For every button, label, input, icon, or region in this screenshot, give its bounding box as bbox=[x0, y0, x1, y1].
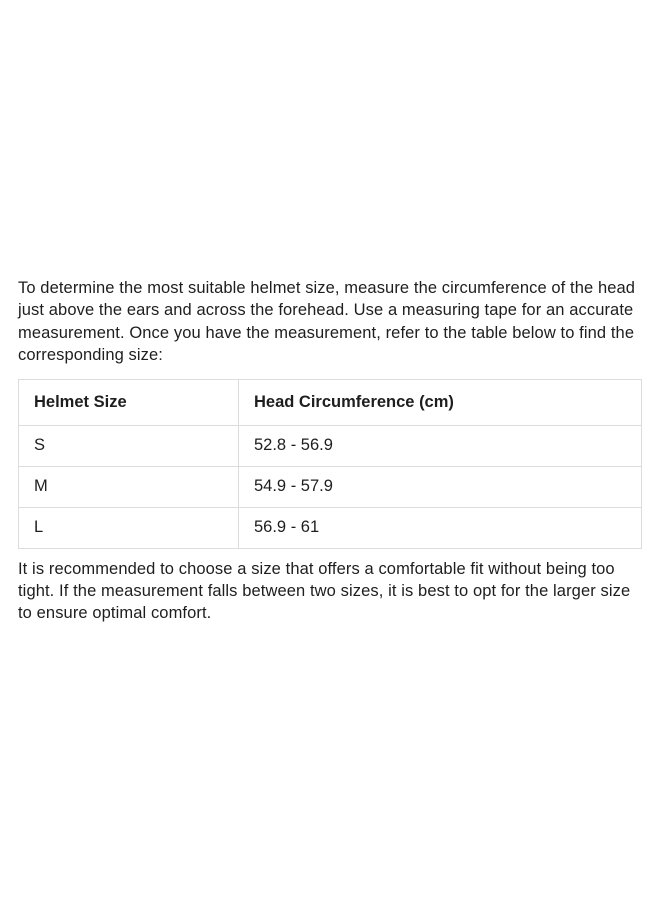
column-header-helmet-size: Helmet Size bbox=[19, 379, 239, 425]
table-row bbox=[19, 466, 642, 507]
cell-helmet-size: L bbox=[19, 507, 239, 548]
cell-helmet-size: M bbox=[19, 466, 239, 507]
intro-paragraph: To determine the most suitable helmet size, measure the circumference of the head just above the ears and across the forehead. Use a measuring tape for an accurate measurement. Once you have the measurement, refer to the table below to find the corresponding size: bbox=[18, 279, 636, 365]
table-header-row bbox=[19, 379, 642, 425]
column-header-head-circumference: Head Circumference (cm) bbox=[239, 379, 642, 425]
cell-head-circumference: 52.8 - 56.9 bbox=[239, 425, 642, 466]
table-row bbox=[19, 425, 642, 466]
cell-head-circumference: 56.9 - 61 bbox=[239, 507, 642, 548]
helmet-size-table bbox=[18, 379, 642, 549]
outro-paragraph: It is recommended to choose a size that offers a comfortable fit without being too tight. If the measurement falls between two sizes, it is best to opt for the larger size to ensure optimal comfort. bbox=[18, 559, 631, 623]
cell-head-circumference: 54.9 - 57.9 bbox=[239, 466, 642, 507]
table-row bbox=[19, 507, 642, 548]
cell-helmet-size: S bbox=[19, 425, 239, 466]
